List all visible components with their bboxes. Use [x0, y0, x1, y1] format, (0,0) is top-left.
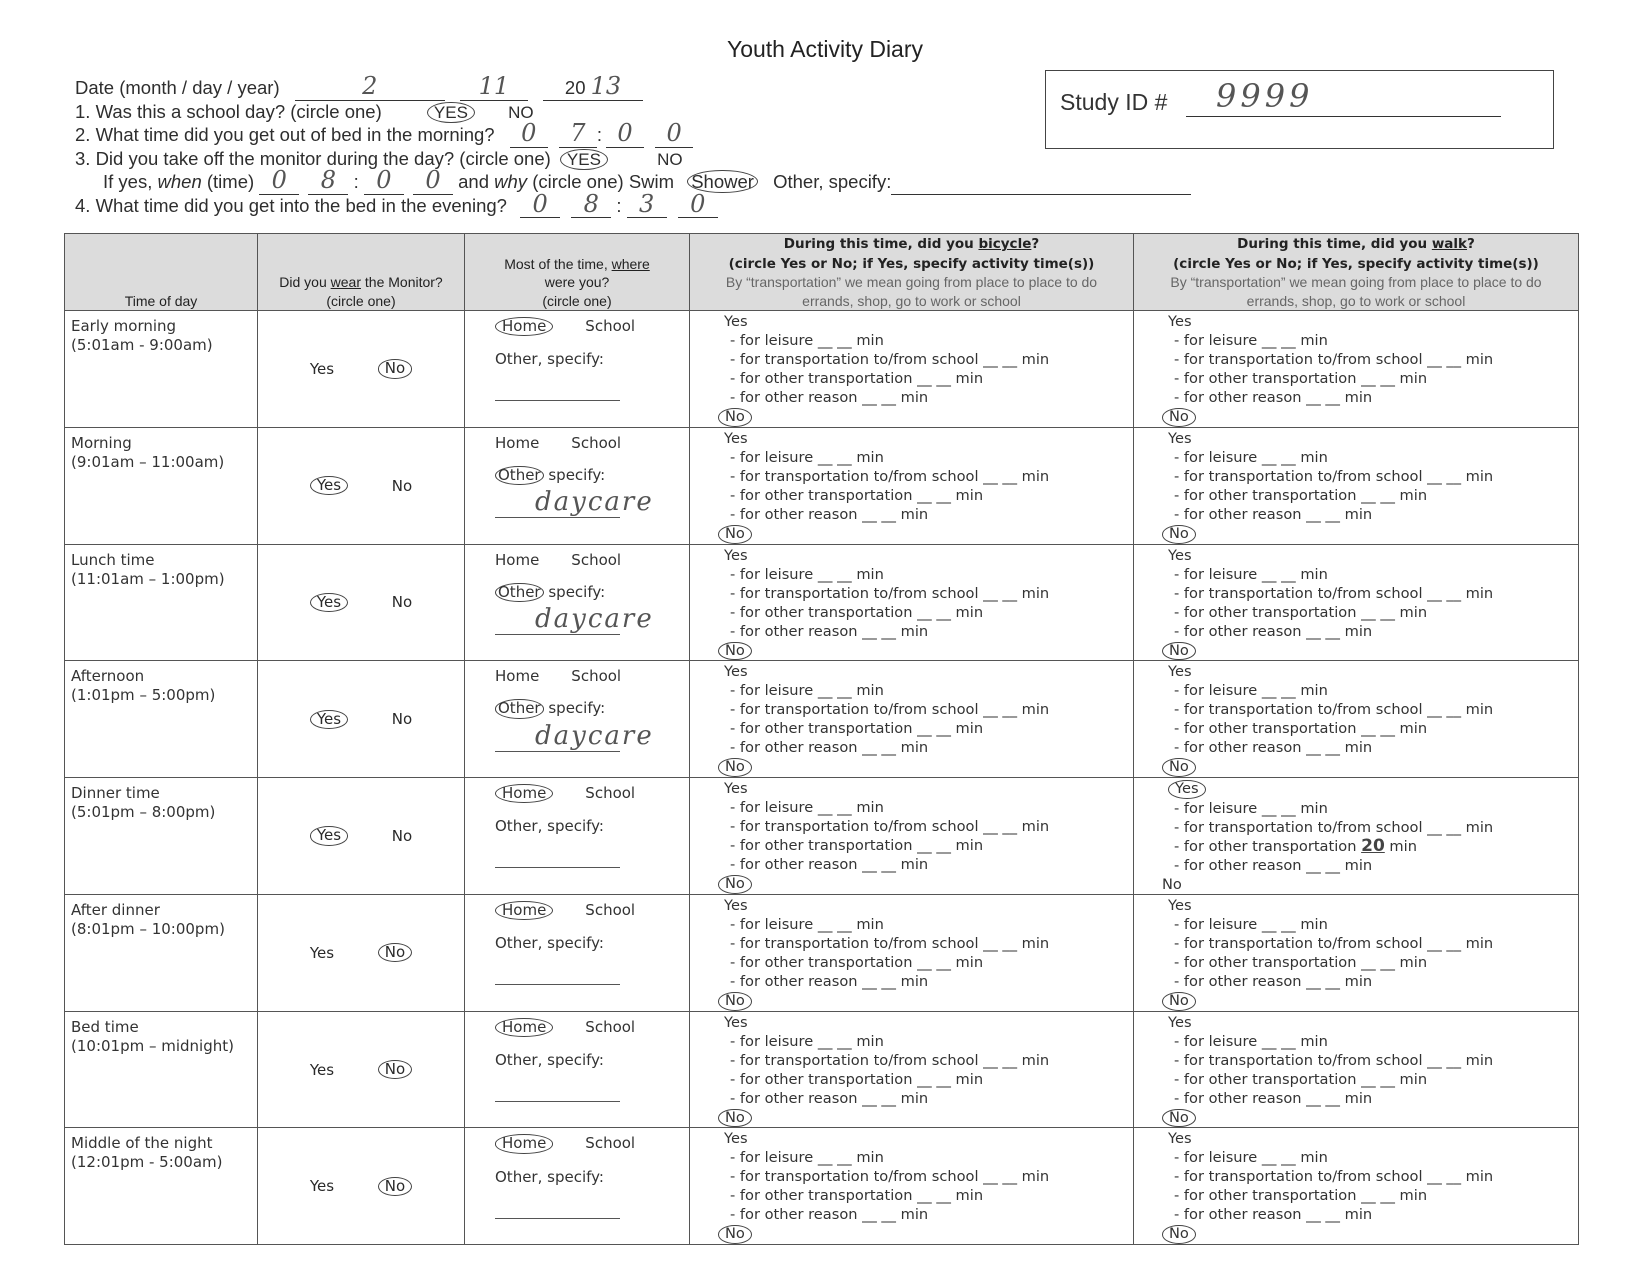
bed-hour-2[interactable]: 8 — [571, 194, 611, 219]
walk-yes-option[interactable]: Yes — [1168, 1013, 1192, 1031]
period-name: Dinner time — [71, 784, 160, 803]
transport-school-line[interactable]: - for transportation to/from school __ __ min — [730, 818, 1050, 836]
wear-monitor-cell — [258, 544, 465, 661]
other-transport-line[interactable]: - for other transportation __ __ min — [730, 953, 984, 971]
other-circled: Other — [495, 699, 544, 718]
wear-yes-option[interactable]: Yes — [309, 1177, 335, 1196]
period-name: Early morning — [71, 317, 177, 335]
bicycle-no-option[interactable]: No — [718, 992, 752, 1011]
where-other-option[interactable]: Other, specify: — [495, 1167, 604, 1186]
other-transport-line[interactable]: - for other transportation __ __ min — [1174, 603, 1428, 621]
walk-cell — [1134, 778, 1579, 895]
wear-no-option[interactable]: No — [391, 476, 413, 495]
other-transport-line[interactable]: - for other transportation __ __ min — [730, 837, 984, 855]
where-school-option[interactable]: School — [571, 433, 622, 452]
wear-no-option[interactable]: No — [378, 1177, 412, 1196]
other-transport-line[interactable]: - for other transportation __ __ min — [1174, 953, 1428, 971]
date-year-field[interactable]: 20 13 — [543, 76, 643, 101]
why-swim-option[interactable]: Swim — [628, 171, 675, 192]
bed-min-1[interactable]: 3 — [627, 194, 667, 219]
where-school-option[interactable]: School — [585, 1017, 636, 1036]
time-of-day-cell — [65, 1128, 258, 1245]
period-name: Bed time — [71, 1017, 139, 1036]
time-of-day-cell — [65, 311, 258, 428]
transport-school-line[interactable]: - for transportation to/from school __ __ min — [730, 584, 1050, 602]
wake-min-1[interactable]: 0 — [606, 123, 644, 148]
table-row — [65, 544, 1579, 661]
wear-yes-option[interactable]: Yes — [309, 943, 335, 962]
why-other-option[interactable]: Other, specify: — [773, 171, 892, 192]
where-cell — [465, 427, 690, 544]
transport-school-line[interactable]: - for transportation to/from school __ __ min — [730, 1051, 1050, 1069]
transport-school-line[interactable]: - for transportation to/from school __ __ min — [730, 701, 1050, 719]
walk-cell — [1134, 1011, 1579, 1128]
leisure-line[interactable]: - for leisure __ __ min — [1174, 682, 1328, 700]
bicycle-no-option[interactable]: No — [718, 525, 752, 544]
wear-no-option[interactable]: No — [378, 1060, 412, 1079]
walk-no-option[interactable]: No — [1162, 992, 1196, 1011]
time-of-day-cell — [65, 894, 258, 1011]
where-cell — [465, 661, 690, 778]
where-cell — [465, 1128, 690, 1245]
other-reason-line[interactable]: - for other reason __ __ min — [730, 622, 929, 640]
period-range: (8:01pm – 10:00pm) — [71, 919, 225, 938]
transport-school-line[interactable]: - for transportation to/from school __ __ min — [730, 934, 1050, 952]
bicycle-cell — [690, 427, 1134, 544]
transport-school-line[interactable]: - for transportation to/from school __ __ min — [1174, 351, 1494, 368]
wear-monitor-cell — [258, 661, 465, 778]
walk-cell — [1134, 427, 1579, 544]
wear-monitor-cell — [258, 778, 465, 895]
bicycle-yes-option[interactable]: Yes — [724, 313, 748, 330]
period-range: (5:01am - 9:00am) — [71, 336, 213, 354]
table-row — [65, 1011, 1579, 1128]
where-cell — [465, 544, 690, 661]
period-name: After dinner — [71, 900, 160, 919]
removed-min-1[interactable]: 0 — [364, 170, 404, 195]
other-reason-line[interactable]: - for other reason __ __ min — [730, 1089, 929, 1107]
bicycle-yes-option[interactable]: Yes — [724, 780, 748, 798]
period-range: (9:01am – 11:00am) — [71, 452, 225, 471]
period-range: (10:01pm – midnight) — [71, 1036, 234, 1055]
wake-hour-2[interactable]: 7 — [559, 123, 597, 148]
period-range: (11:01am – 1:00pm) — [71, 569, 225, 588]
bicycle-yes-option[interactable]: Yes — [724, 1130, 748, 1148]
where-other-value: daycare — [535, 720, 654, 751]
other-reason-line[interactable]: - for other reason __ __ min — [1174, 1089, 1373, 1107]
bicycle-cell — [690, 894, 1134, 1011]
date-line — [75, 72, 1191, 100]
time-of-day-cell — [65, 778, 258, 895]
where-other-option[interactable]: Other, specify: — [495, 1050, 604, 1069]
period-range: (12:01pm - 5:00am) — [71, 1153, 223, 1172]
header-time-of-day: Time of day — [65, 234, 258, 311]
other-reason-line[interactable]: - for other reason __ __ min — [730, 389, 929, 406]
table-row — [65, 894, 1579, 1011]
wear-yes-option[interactable]: Yes — [310, 710, 348, 729]
other-transport-line[interactable]: - for other transportation __ __ min — [1174, 720, 1428, 738]
other-transport-line[interactable]: - for other transportation __ __ min — [1174, 1187, 1428, 1205]
period-name: Lunch time — [71, 550, 155, 569]
where-other-value: daycare — [535, 487, 654, 518]
wear-no-option[interactable]: No — [378, 359, 412, 378]
header-where: Most of the time, where were you? (circle one) — [465, 234, 690, 311]
leisure-line[interactable]: - for leisure __ __ min — [730, 915, 884, 933]
where-other-value: daycare — [535, 603, 654, 634]
wear-no-option[interactable]: No — [391, 593, 413, 612]
bicycle-yes-option[interactable]: Yes — [724, 546, 748, 564]
leisure-line[interactable]: - for leisure __ __ min — [1174, 1149, 1328, 1167]
bicycle-no-option[interactable]: No — [718, 1225, 752, 1244]
period-name: Morning — [71, 433, 132, 452]
study-id-label: Study ID # — [1060, 89, 1168, 115]
other-reason-line[interactable]: - for other reason __ __ min — [1174, 389, 1373, 406]
walk-cell — [1134, 894, 1579, 1011]
time-of-day-cell — [65, 1011, 258, 1128]
other-transport-line[interactable]: - for other transportation __ __ min — [730, 1187, 984, 1205]
walk-no-option[interactable]: No — [1162, 758, 1196, 777]
leisure-line[interactable]: - for leisure __ __ min — [730, 448, 884, 466]
bicycle-no-option[interactable]: No — [718, 758, 752, 777]
leisure-line[interactable]: - for leisure __ __ min — [1174, 799, 1328, 817]
q3-no-option[interactable]: NO — [657, 149, 683, 169]
activity-diary-table — [64, 233, 1579, 1245]
study-id-value: 9999 — [1216, 77, 1314, 115]
transport-school-line[interactable]: - for transportation to/from school __ __ min — [730, 467, 1050, 485]
period-name: Afternoon — [71, 667, 145, 686]
bicycle-yes-option[interactable]: Yes — [724, 1013, 748, 1031]
walk-cell — [1134, 544, 1579, 661]
header-bicycle: During this time, did you bicycle? (circle Yes or No; if Yes, specify activity time(s)) By “transportation” we mean going from place to place to do errands, shop, go to work or school — [690, 234, 1134, 311]
table-header-row — [65, 234, 1579, 311]
bicycle-no-option[interactable]: No — [718, 642, 752, 661]
walk-yes-option[interactable]: Yes — [1168, 896, 1192, 914]
leisure-line[interactable]: - for leisure __ __ min — [730, 332, 884, 349]
question-1: 1. Was this a school day? (circle one) YES NO — [75, 100, 534, 122]
where-cell — [465, 778, 690, 895]
q3-yes-option[interactable]: YES — [560, 149, 608, 171]
bicycle-no-option[interactable]: No — [718, 875, 752, 894]
wear-yes-option[interactable]: Yes — [309, 1060, 335, 1079]
other-transport-line[interactable]: - for other transportation __ __ min — [1174, 1070, 1428, 1088]
walk-yes-option[interactable]: Yes — [1168, 780, 1206, 799]
wear-no-option[interactable]: No — [391, 710, 413, 729]
bicycle-no-option[interactable]: No — [718, 1109, 752, 1128]
wear-no-option[interactable]: No — [391, 827, 413, 846]
walk-yes-option[interactable]: Yes — [1168, 1130, 1192, 1148]
wear-monitor-cell — [258, 311, 465, 428]
other-transport-line[interactable]: - for other transportation 20 min — [1174, 835, 1417, 856]
walk-yes-option[interactable]: Yes — [1168, 663, 1192, 681]
where-other-field[interactable] — [495, 1083, 620, 1102]
other-reason-line[interactable]: - for other reason __ __ min — [730, 505, 929, 523]
leisure-line[interactable]: - for leisure __ __ min — [1174, 565, 1328, 583]
where-home-option[interactable]: Home — [495, 901, 553, 920]
transport-school-line[interactable]: - for transportation to/from school __ __ min — [1174, 1168, 1494, 1186]
where-other-field[interactable] — [495, 603, 654, 635]
where-other-field[interactable] — [495, 720, 654, 752]
period-range: (1:01pm – 5:00pm) — [71, 686, 216, 705]
wear-yes-option[interactable]: Yes — [310, 826, 348, 845]
header-wear-monitor: Did you wear the Monitor? (circle one) — [258, 234, 465, 311]
other-transport-line[interactable]: - for other transportation __ __ min — [1174, 486, 1428, 504]
other-circled: Other — [495, 583, 544, 602]
question-3: 3. Did you take off the monitor during the day? (circle one) YES NO — [75, 147, 683, 169]
bicycle-cell — [690, 544, 1134, 661]
where-school-option[interactable]: School — [585, 900, 636, 919]
other-transport-line[interactable]: - for other transportation __ __ min — [730, 486, 984, 504]
bicycle-cell — [690, 1128, 1134, 1245]
period-range: (5:01pm – 8:00pm) — [71, 803, 216, 822]
leisure-line[interactable]: - for leisure __ __ min — [730, 565, 884, 583]
transport-school-line[interactable]: - for transportation to/from school __ __ min — [1174, 701, 1494, 719]
bicycle-no-option[interactable]: No — [718, 408, 752, 427]
question-2: 2. What time did you get out of bed in the morning? 0 7 : 0 0 — [75, 123, 1191, 147]
walk-cell — [1134, 311, 1579, 428]
bicycle-yes-option[interactable]: Yes — [724, 429, 748, 447]
walk-cell — [1134, 661, 1579, 778]
table-row — [65, 1128, 1579, 1245]
where-other-option[interactable]: Other specify: — [495, 466, 659, 485]
question-4: 4. What time did you get into the bed in the evening? 0 8 : 3 0 — [75, 194, 1191, 218]
date-day-field[interactable]: 11 — [460, 76, 528, 101]
time-of-day-cell — [65, 427, 258, 544]
other-transport-line[interactable]: - for other transportation __ __ min — [1174, 370, 1428, 387]
walk-no-option[interactable]: No — [1162, 642, 1196, 661]
table-row — [65, 778, 1579, 895]
bicycle-yes-option[interactable]: Yes — [724, 896, 748, 914]
where-home-option[interactable]: Home — [495, 784, 553, 803]
wear-monitor-cell — [258, 1128, 465, 1245]
removed-min-2[interactable]: 0 — [413, 170, 453, 195]
bed-hour-1[interactable]: 0 — [520, 194, 560, 219]
table-row — [65, 427, 1579, 544]
other-reason-line[interactable]: - for other reason __ __ min — [730, 1206, 929, 1224]
transport-school-line[interactable]: - for transportation to/from school __ __ min — [1174, 818, 1494, 836]
where-cell — [465, 1011, 690, 1128]
date-label: Date (month / day / year) — [75, 77, 280, 98]
walk-no-option[interactable]: No — [1162, 1225, 1196, 1244]
walk-no-option[interactable]: No — [1162, 525, 1196, 544]
time-of-day-cell — [65, 544, 258, 661]
wear-monitor-cell — [258, 427, 465, 544]
leisure-line[interactable]: - for leisure __ __ min — [730, 1149, 884, 1167]
other-transport-line[interactable]: - for other transportation __ __ min — [730, 1070, 984, 1088]
where-home-option[interactable]: Home — [495, 433, 540, 452]
bicycle-yes-option[interactable]: Yes — [724, 663, 748, 681]
table-row — [65, 311, 1579, 428]
where-cell — [465, 311, 690, 428]
walk-yes-option[interactable]: Yes — [1168, 546, 1192, 564]
walk-yes-option[interactable]: Yes — [1168, 313, 1192, 330]
bicycle-cell — [690, 1011, 1134, 1128]
where-other-field[interactable] — [495, 849, 620, 868]
walk-no-option[interactable]: No — [1162, 1109, 1196, 1128]
bicycle-cell — [690, 661, 1134, 778]
wear-yes-option[interactable]: Yes — [309, 359, 335, 378]
where-other-option[interactable]: Other specify: — [495, 699, 659, 718]
where-home-option[interactable]: Home — [495, 317, 553, 336]
other-reason-line[interactable]: - for other reason __ __ min — [1174, 856, 1373, 874]
wake-min-2[interactable]: 0 — [655, 123, 693, 148]
where-school-option[interactable]: School — [585, 784, 636, 803]
other-reason-line[interactable]: - for other reason __ __ min — [1174, 972, 1373, 990]
other-reason-line[interactable]: - for other reason __ __ min — [1174, 1206, 1373, 1224]
why-shower-option[interactable]: Shower — [687, 170, 758, 193]
header-walk: During this time, did you walk? (circle Yes or No; if Yes, specify activity time(s)) By “transportation” we mean going from place to place to do errands, shop, go to work or school — [1134, 234, 1579, 311]
where-other-option[interactable]: Other, specify: — [495, 934, 604, 953]
question-3-followup: If yes, when (time) 0 8 : 0 0 and why (circle one) Swim Shower Other, specify: — [75, 170, 1191, 194]
where-other-field[interactable] — [495, 1200, 620, 1219]
where-school-option[interactable]: School — [571, 667, 622, 686]
walk-no-option[interactable]: No — [1162, 408, 1196, 427]
study-id-field[interactable] — [1186, 116, 1501, 117]
leisure-line[interactable]: - for leisure __ __ min — [1174, 332, 1328, 349]
transport-school-line[interactable]: - for transportation to/from school __ __ min — [1174, 584, 1494, 602]
why-other-field[interactable] — [891, 170, 1191, 195]
q1-yes-option[interactable]: YES — [427, 102, 475, 124]
other-transport-line[interactable]: - for other transportation __ __ min — [730, 720, 984, 738]
form-title: Youth Activity Diary — [726, 36, 924, 62]
wear-monitor-cell — [258, 894, 465, 1011]
where-home-option[interactable]: Home — [495, 1018, 553, 1037]
leisure-line[interactable]: - for leisure __ __ min — [730, 682, 884, 700]
period-name: Middle of the night — [71, 1134, 213, 1153]
where-school-option[interactable]: School — [585, 1134, 636, 1153]
where-other-field[interactable] — [495, 382, 620, 401]
other-circled: Other — [495, 466, 544, 485]
where-other-field[interactable] — [495, 487, 654, 518]
q1-no-option[interactable]: NO — [508, 102, 534, 122]
other-transport-line[interactable]: - for other transportation __ __ min — [730, 603, 984, 621]
wear-no-option[interactable]: No — [378, 943, 412, 962]
where-other-option[interactable]: Other, specify: — [495, 350, 604, 369]
wear-yes-option[interactable]: Yes — [310, 476, 348, 495]
transport-school-line[interactable]: - for transportation to/from school __ __ min — [1174, 934, 1494, 952]
wear-monitor-cell — [258, 1011, 465, 1128]
transport-school-line[interactable]: - for transportation to/from school __ __ min — [730, 1168, 1050, 1186]
other-reason-line[interactable]: - for other reason __ __ min — [1174, 622, 1373, 640]
where-cell — [465, 894, 690, 1011]
time-of-day-cell — [65, 661, 258, 778]
leisure-line[interactable]: - for leisure __ __ min — [730, 1032, 884, 1050]
removed-hour-2[interactable]: 8 — [308, 170, 348, 195]
leisure-line[interactable]: - for leisure __ __ min — [1174, 1032, 1328, 1050]
other-reason-line[interactable]: - for other reason __ __ min — [730, 972, 929, 990]
bicycle-cell — [690, 311, 1134, 428]
leisure-line[interactable]: - for leisure __ __ min — [1174, 915, 1328, 933]
other-reason-line[interactable]: - for other reason __ __ min — [730, 739, 929, 757]
table-row — [65, 661, 1579, 778]
where-home-option[interactable]: Home — [495, 1134, 553, 1153]
study-id-box — [1045, 70, 1554, 149]
where-home-option[interactable]: Home — [495, 667, 540, 686]
where-home-option[interactable]: Home — [495, 550, 540, 569]
bicycle-cell — [690, 778, 1134, 895]
other-transport-line[interactable]: - for other transportation __ __ min — [730, 370, 984, 387]
walk-no-option[interactable]: No — [1162, 875, 1182, 893]
where-school-option[interactable]: School — [571, 550, 622, 569]
leisure-line[interactable]: - for leisure __ __ min — [1174, 448, 1328, 466]
walk-cell — [1134, 1128, 1579, 1245]
transport-school-line[interactable]: - for transportation to/from school __ __ min — [1174, 467, 1494, 485]
leisure-line[interactable]: - for leisure __ __ min — [730, 799, 884, 817]
removed-hour-1[interactable]: 0 — [259, 170, 299, 195]
walk-yes-option[interactable]: Yes — [1168, 429, 1192, 447]
date-month-field[interactable]: 2 — [295, 76, 445, 101]
wake-hour-1[interactable]: 0 — [510, 123, 548, 148]
where-other-option[interactable]: Other, specify: — [495, 817, 604, 836]
where-other-field[interactable] — [495, 966, 620, 985]
transport-school-line[interactable]: - for transportation to/from school __ __ min — [730, 351, 1050, 368]
other-reason-line[interactable]: - for other reason __ __ min — [1174, 739, 1373, 757]
transport-school-line[interactable]: - for transportation to/from school __ __ min — [1174, 1051, 1494, 1069]
other-reason-line[interactable]: - for other reason __ __ min — [730, 856, 929, 874]
bed-min-2[interactable]: 0 — [678, 194, 718, 219]
other-reason-line[interactable]: - for other reason __ __ min — [1174, 505, 1373, 523]
wear-yes-option[interactable]: Yes — [310, 593, 348, 612]
where-other-option[interactable]: Other specify: — [495, 583, 659, 602]
header-questions — [75, 72, 1191, 218]
where-school-option[interactable]: School — [585, 317, 636, 335]
